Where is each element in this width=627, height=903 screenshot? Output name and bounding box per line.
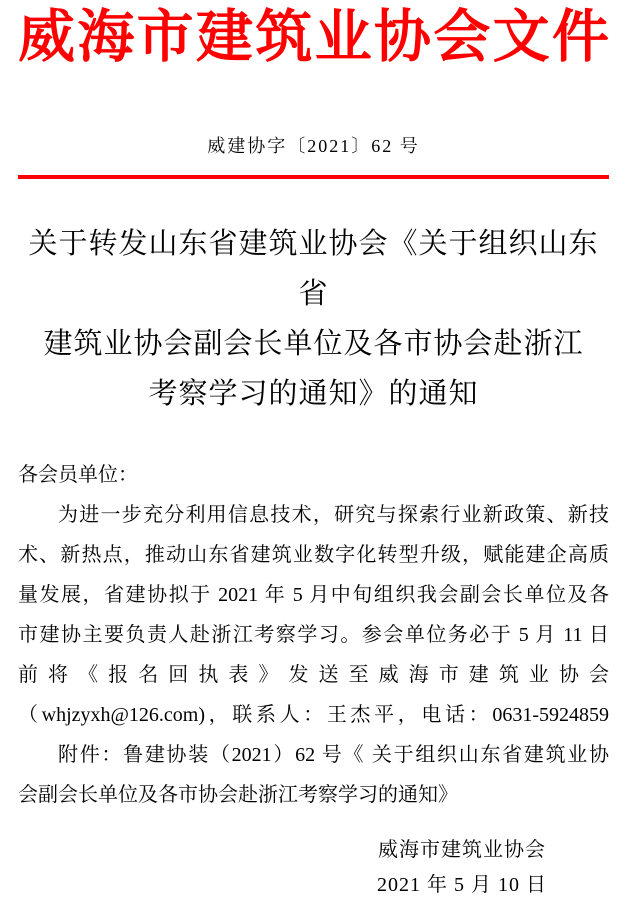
body-line: 前将《报名回执表》发送至威海市建筑业协会: [18, 664, 609, 686]
signature-block: [377, 833, 547, 903]
body-line: （whjzyxh@126.com)，联系人：王杰平，电话：0631-5924859: [18, 704, 609, 726]
attachment-line: 会副会长单位及各市协会赴浙江考察学习的通知》: [18, 784, 458, 806]
red-divider-line: [18, 175, 609, 179]
document-title-line-1: 关于转发山东省建筑业协会《关于组织山东省: [28, 228, 599, 310]
body-line: 市建协主要负责人赴浙江考察学习。参会单位务必于 5 月 11 日: [18, 624, 609, 646]
document-title-line-2: 建筑业协会副会长单位及各市协会赴浙江: [43, 328, 584, 360]
body-paragraph-1: [18, 495, 609, 735]
body-line: 术、新热点，推动山东省建筑业数字化转型升级，赋能建企高质: [18, 544, 609, 566]
document-title-line-3: 考察学习的通知》的通知: [148, 378, 479, 410]
attachment-paragraph: [18, 735, 609, 815]
salutation: 各会员单位：: [18, 464, 138, 486]
attachment-line: 附件：鲁建协装（2021）62 号《 关于组织山东省建筑业协: [58, 744, 609, 766]
body-line: 量发展，省建协拟于 2021 年 5 月中旬组织我会副会长单位及各: [18, 584, 609, 606]
signature-name: 威海市建筑业协会: [378, 839, 546, 861]
signature-date: 2021 年 5 月 10 日: [377, 874, 547, 896]
document-body: [18, 455, 609, 815]
body-line: 为进一步充分利用信息技术，研究与探索行业新政策、新技: [58, 504, 609, 526]
document-title: [18, 219, 609, 419]
letterhead-title: 威海市建筑业协会文件: [18, 6, 609, 69]
document-number: 威建协字〔2021〕62 号: [207, 136, 420, 156]
